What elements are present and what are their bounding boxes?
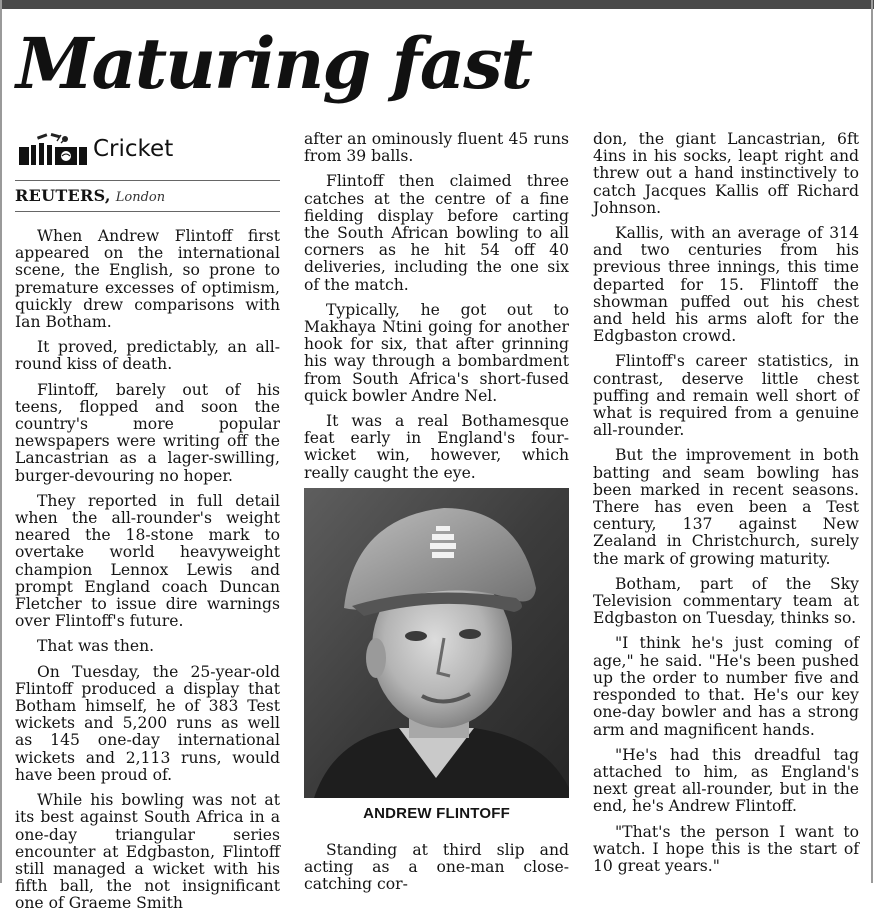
paragraph: don, the giant Lancastrian, 6ft 4ins in his socks, leapt right and threw out a hand instinctively to catch Jacques Kallis off Richard Johnson. [593, 130, 859, 217]
byline-divider [15, 211, 280, 212]
article-column-1 [15, 130, 280, 921]
paragraph: It was a real Bothamesque feat early in England's four-wicket win, however, which really caught the eye. [304, 412, 569, 482]
paragraph: It proved, predictably, an all-round kiss of death. [15, 338, 280, 374]
photo-caption: ANDREW FLINTOFF [363, 805, 510, 822]
section-divider [15, 180, 280, 181]
paragraph: They reported in full detail when the all-rounder's weight neared the 18-stone mark to overtake world heavyweight champion Lennox Lewis and prompt England coach Duncan Fletcher to issue dire warnings over Flintoff's future. [15, 491, 280, 631]
paragraph: That was then. [37, 637, 155, 656]
paragraph: "He's had this dreadful tag attached to him, as England's next great all-rounder, but in the end, he's Andrew Flintoff. [593, 745, 859, 816]
paragraph: While his bowling was not at its best against South Africa in a one-day triangular series encounter at Edgbaston, Flintoff still managed a wicket with his fifth ball, the not insignificant one of Graeme Smith [15, 791, 280, 913]
paragraph: "I think he's just coming of age," he said. "He's been pushed up the order to number five and responded to that. He's our key one-day bowler and has a strong arm and magnificent hands. [593, 634, 859, 739]
byline [15, 187, 280, 209]
article-column-2 [304, 131, 569, 490]
paragraph: "That's the person I want to watch. I hope this is the start of 10 great years." [593, 822, 859, 875]
paragraph: Kallis, with an average of 314 and two centuries from his previous three innings, this time departed for 15. Flintoff the showman puffed out his chest and held his arms aloft for the Edgbaston crowd. [593, 224, 859, 346]
headline: Maturing fast [16, 22, 531, 105]
paragraph: Typically, he got out to Makhaya Ntini going for another hook for six, that after grinning his way through a bombardment from South Africa's short-fused quick bowler Andre Nel. [304, 300, 569, 405]
article-column-3 [593, 131, 859, 883]
section-name: Cricket [93, 136, 174, 163]
paragraph: Flintoff's career statistics, in contrast, deserve little chest puffing and remain well short of what is required from a genuine all-rounder. [593, 352, 859, 440]
paragraph: Flintoff, barely out of his teens, flopped and soon the country's more popular newspapers were writing off the Lancastrian as a lager-swilling, burger-devouring no hoper. [15, 380, 280, 485]
top-rule-bar [0, 0, 874, 9]
byline-agency: REUTERS, [15, 186, 111, 205]
section-label [15, 130, 280, 170]
player-portrait-photo [304, 488, 569, 798]
paragraph: On Tuesday, the 25-year-old Flintoff produced a display that Botham himself, he of 383 Test wickets and 5,200 runs as well as 145 one-day international wickets and 2,113 runs, would have been proud of. [15, 662, 280, 784]
paragraph: Flintoff then claimed three catches at the centre of a fine fielding display before carting the South African bowling to all corners as he hit 54 off 40 deliveries, including the one six of the match. [304, 172, 569, 294]
left-page-edge [0, 0, 2, 883]
byline-location: London [115, 190, 166, 205]
cricket-stumps-icon [17, 133, 89, 167]
paragraph: after an ominously fluent 45 runs from 39 balls. [304, 130, 569, 166]
paragraph: Standing at third slip and acting as a one-man close-catching cor- [304, 841, 569, 894]
paragraph: Botham, part of the Sky Television commentary team at Edgbaston on Tuesday, thinks so. [593, 574, 859, 628]
paragraph: But the improvement in both batting and seam bowling has been marked in recent seasons. There has even been a Test century, 137 against New Zealand in Christchurch, surely the mark of growing maturity. [593, 446, 859, 568]
paragraph: When Andrew Flintoff first appeared on the international scene, the English, so prone to premature excesses of optimism, quickly drew comparisons with Ian Botham. [15, 227, 280, 332]
right-page-edge [871, 0, 873, 883]
